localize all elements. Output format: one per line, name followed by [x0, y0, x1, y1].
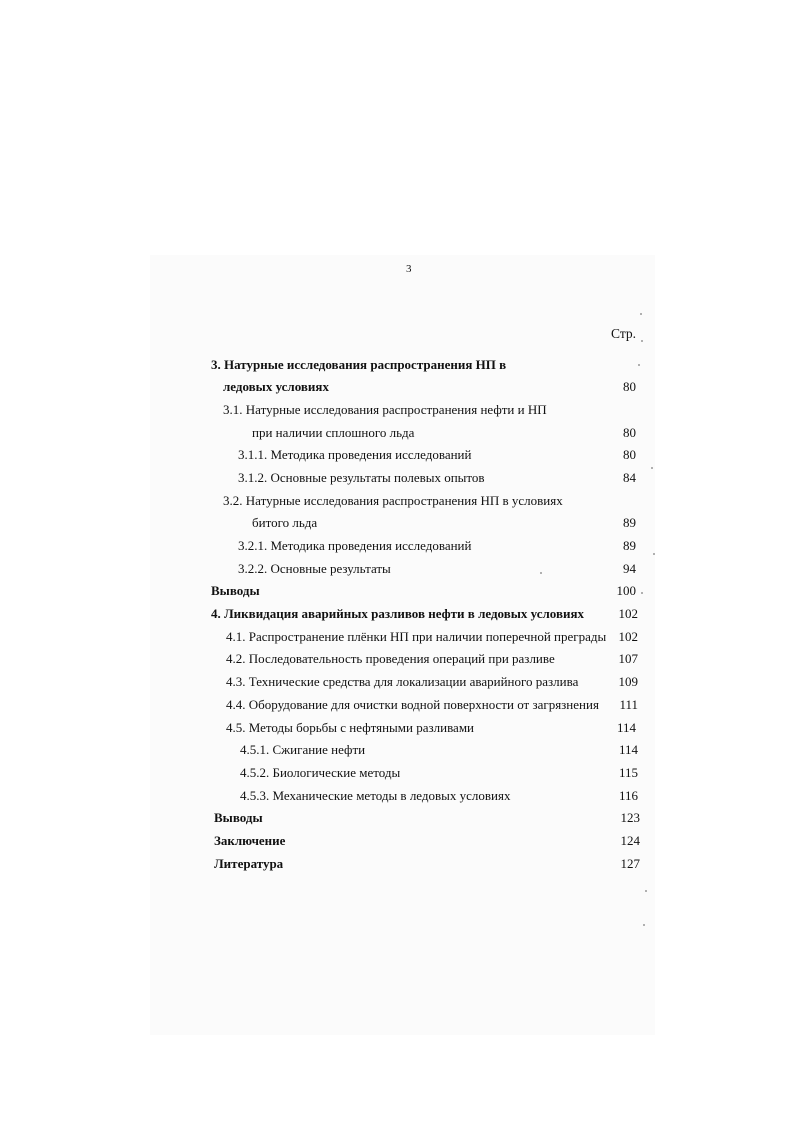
toc-entry: при наличии сплошного льда — [252, 425, 415, 440]
toc-entry: 4.5. Методы борьбы с нефтяными разливами — [226, 720, 474, 735]
scan-speck — [641, 340, 643, 342]
toc-entry: 3.1.2. Основные результаты полевых опытов — [238, 470, 485, 485]
toc-page-number: 89 — [623, 515, 636, 530]
toc-entry: 3. Натурные исследования распространения НП в — [211, 357, 507, 372]
toc-entry: Литература — [214, 856, 284, 871]
toc-page-number: 115 — [618, 765, 638, 780]
toc-entry: 4.5.3. Механические методы в ледовых условиях — [240, 788, 511, 803]
toc-page-number: 107 — [618, 651, 638, 666]
page-column-header: Стр. — [611, 326, 637, 341]
toc-page-number: 89 — [623, 538, 636, 553]
toc-entry: 4.4. Оборудование для очистки водной поверхности от загрязнения — [226, 697, 599, 712]
toc-page-number: 80 — [623, 447, 636, 462]
toc-page-number: 94 — [623, 561, 636, 576]
scan-speck — [540, 572, 542, 574]
toc-entry: 3.1. Натурные исследования распространения нефти и НП — [223, 402, 547, 417]
toc-entry: 3.2.1. Методика проведения исследований — [238, 538, 472, 553]
toc-page-number: 80 — [623, 425, 636, 440]
toc-entry: 3.1.1. Методика проведения исследований — [238, 447, 472, 462]
scan-speck — [641, 592, 643, 594]
toc-page-number: 111 — [619, 697, 638, 712]
toc-entry: 3.2. Натурные исследования распространения НП в условиях — [223, 493, 563, 508]
toc-entry: 4. Ликвидация аварийных разливов нефти в ледовых условиях — [211, 606, 585, 621]
toc-entry: 3.2.2. Основные результаты — [238, 561, 391, 576]
toc-entry: 4.1. Распространение плёнки НП при наличии поперечной преграды — [226, 629, 607, 644]
toc-entry: Выводы — [211, 583, 260, 598]
toc-entry: ледовых условиях — [223, 379, 329, 394]
toc-entry: Выводы — [214, 810, 263, 825]
toc-entry: 4.3. Технические средства для локализации аварийного разлива — [226, 674, 579, 689]
scan-speck — [651, 467, 653, 469]
toc-page-number: 102 — [618, 606, 638, 621]
page-number: 3 — [406, 263, 412, 275]
scan-speck — [640, 313, 642, 315]
scan-speck — [645, 890, 647, 892]
toc-entry: Заключение — [214, 833, 286, 848]
toc-page-number: 127 — [620, 856, 640, 871]
toc-entry: 4.2. Последовательность проведения операций при разливе — [226, 651, 555, 666]
scan-speck — [643, 924, 645, 926]
toc-entry: битого льда — [252, 515, 318, 530]
toc-entry: 4.5.1. Сжигание нефти — [240, 742, 366, 757]
toc-page-number: 84 — [623, 470, 636, 485]
toc-page-number: 124 — [620, 833, 640, 848]
toc-page-number: 100 — [616, 583, 636, 598]
toc-page-number: 80 — [623, 379, 636, 394]
toc-page-number: 114 — [616, 720, 636, 735]
scan-speck — [653, 553, 655, 555]
toc-page-number: 109 — [618, 674, 638, 689]
toc-page-number: 116 — [618, 788, 638, 803]
toc-page-number: 102 — [618, 629, 638, 644]
toc-page-number: 123 — [620, 810, 640, 825]
scan-speck — [638, 364, 640, 366]
toc-entry: 4.5.2. Биологические методы — [240, 765, 401, 780]
toc-page-number: 114 — [618, 742, 638, 757]
